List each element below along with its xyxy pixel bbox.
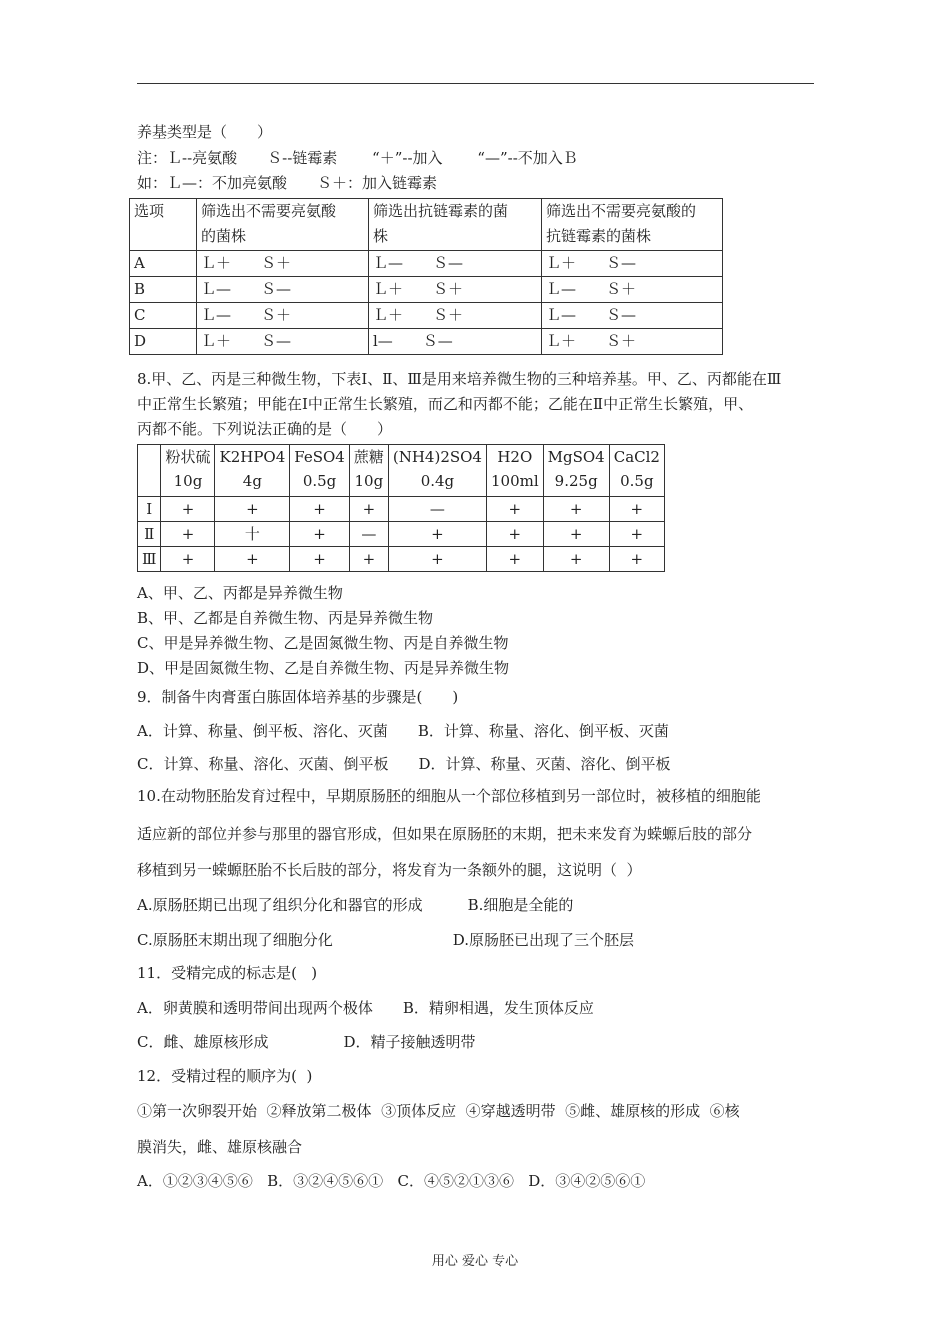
table-cell: + xyxy=(161,497,215,522)
table-header-cell: CaCl2 0.5g xyxy=(609,445,664,497)
table-row xyxy=(130,303,723,329)
table-cell: D xyxy=(130,329,197,355)
table-cell: Ⅰ xyxy=(138,497,161,522)
table-cell: + xyxy=(349,497,388,522)
table-row xyxy=(130,251,723,277)
question-10-option: C.原肠胚末期出现了细胞分化 D.原肠胚已出现了三个胚层 xyxy=(137,931,634,949)
question-8-stem: 中正常生长繁殖；甲能在Ⅰ中正常生长繁殖，而乙和丙都不能；乙能在Ⅱ中正常生长繁殖，甲、 xyxy=(137,395,754,413)
header-rule xyxy=(137,83,814,84)
question-11-option: C．雌、雄原核形成 D．精子接触透明带 xyxy=(137,1033,476,1051)
table-header-cell: 筛选出不需要亮氨酸 的菌株 xyxy=(197,199,369,251)
table-cell: + xyxy=(290,522,350,547)
table-header-cell: K2HPO4 4g xyxy=(215,445,290,497)
table-header-cell: FeSO4 0.5g xyxy=(290,445,350,497)
table-cell: + xyxy=(543,547,609,572)
table-cell: 十 xyxy=(215,522,290,547)
question-12-stem: 12．受精过程的顺序为( ) xyxy=(137,1067,313,1085)
table-cell: + xyxy=(486,522,543,547)
table-cell: + xyxy=(609,522,664,547)
question-11-option: A．卵黄膜和透明带间出现两个极体 B．精卵相遇，发生顶体反应 xyxy=(137,999,594,1017)
medium-table xyxy=(137,444,665,572)
table-header-cell: 粉状硫 10g xyxy=(161,445,215,497)
table-header-cell: (NH4)2SO4 0.4g xyxy=(388,445,486,497)
table-cell: l— Ｓ— xyxy=(369,329,542,355)
table-header-cell: 选项 xyxy=(130,199,197,251)
question-10-option: A.原肠胚期已出现了组织分化和器官的形成 B.细胞是全能的 xyxy=(137,896,574,914)
text-line: 注：Ｌ--亮氨酸 Ｓ--链霉素 “＋”--加入 “—”--不加入Ｂ xyxy=(137,149,578,167)
table-cell: Ｌ— Ｓ— xyxy=(369,251,542,277)
table-row xyxy=(138,497,665,522)
question-8-option: B、甲、乙都是自养微生物、丙是异养微生物 xyxy=(137,609,434,627)
table-cell: + xyxy=(609,547,664,572)
table-header-cell: MgSO4 9.25g xyxy=(543,445,609,497)
text-line: 如：Ｌ—：不加亮氨酸 Ｓ＋：加入链霉素 xyxy=(137,174,438,192)
table-cell: + xyxy=(486,547,543,572)
table-cell: + xyxy=(161,547,215,572)
question-8-stem: 丙都不能。下列说法正确的是（ ） xyxy=(137,420,393,438)
table-cell: + xyxy=(290,497,350,522)
question-8-stem: 8.甲、乙、丙是三种微生物，下表Ⅰ、Ⅱ、Ⅲ是用来培养微生物的三种培养基。甲、乙、丙都能在Ⅲ xyxy=(137,370,782,388)
table-cell: A xyxy=(130,251,197,277)
table-header-cell: H2O 100ml xyxy=(486,445,543,497)
table-cell: + xyxy=(543,497,609,522)
table-cell: Ｌ＋ Ｓ＋ xyxy=(542,329,723,355)
question-8-option: C、甲是异养微生物、乙是固氮微生物、丙是自养微生物 xyxy=(137,634,509,652)
question-9-option: A．计算、称量、倒平板、溶化、灭菌 B．计算、称量、溶化、倒平板、灭菌 xyxy=(137,722,669,740)
table-cell: — xyxy=(388,497,486,522)
question-9-option: C．计算、称量、溶化、灭菌、倒平板 D．计算、称量、灭菌、溶化、倒平板 xyxy=(137,755,671,773)
question-10-stem: 移植到另一蝾螈胚胎不长后肢的部分，将发育为一条额外的腿，这说明（ ） xyxy=(137,861,642,879)
table-row xyxy=(130,329,723,355)
table-header-cell: 蔗糖 10g xyxy=(349,445,388,497)
table-cell: Ｌ— Ｓ＋ xyxy=(542,277,723,303)
question-12-options: A．①②③④⑤⑥ B．③②④⑤⑥① C．④⑤②①③⑥ D．③④②⑤⑥① xyxy=(137,1172,646,1190)
question-8-option: A、甲、乙、丙都是异养微生物 xyxy=(137,584,343,602)
table-cell: Ｌ＋ Ｓ＋ xyxy=(369,277,542,303)
table-cell: + xyxy=(349,547,388,572)
table-cell: + xyxy=(388,547,486,572)
table-header-cell xyxy=(138,445,161,497)
table-cell: + xyxy=(609,497,664,522)
table-cell: Ｌ＋ Ｓ＋ xyxy=(369,303,542,329)
table-cell: + xyxy=(290,547,350,572)
table-cell: Ｌ— Ｓ— xyxy=(197,277,369,303)
options-table xyxy=(129,198,723,355)
table-cell: Ｌ— Ｓ＋ xyxy=(197,303,369,329)
table-cell: B xyxy=(130,277,197,303)
table-cell: Ｌ＋ Ｓ— xyxy=(197,329,369,355)
question-9-stem: 9．制备牛肉膏蛋白胨固体培养基的步骤是( ) xyxy=(137,688,459,706)
table-cell: Ｌ＋ Ｓ— xyxy=(542,251,723,277)
text-line: 养基类型是（ ） xyxy=(137,123,273,141)
table-cell: + xyxy=(543,522,609,547)
table-row xyxy=(130,277,723,303)
table-cell: + xyxy=(161,522,215,547)
table-cell: Ⅱ xyxy=(138,522,161,547)
table-cell: — xyxy=(349,522,388,547)
table-header-cell: 筛选出抗链霉素的菌 株 xyxy=(369,199,542,251)
question-12-body: ①第一次卵裂开始 ②释放第二极体 ③顶体反应 ④穿越透明带 ⑤雌、雄原核的形成 ⑥核 xyxy=(137,1102,740,1120)
table-row xyxy=(138,547,665,572)
table-cell: + xyxy=(215,497,290,522)
table-cell: + xyxy=(388,522,486,547)
table-cell: + xyxy=(486,497,543,522)
table-header-cell: 筛选出不需要亮氨酸的 抗链霉素的菌株 xyxy=(542,199,723,251)
question-10-stem: 10.在动物胚胎发育过程中，早期原肠胚的细胞从一个部位移植到另一部位时，被移植的细胞能 xyxy=(137,787,761,805)
table-cell: Ⅲ xyxy=(138,547,161,572)
table-cell: C xyxy=(130,303,197,329)
question-12-body: 膜消失，雌、雄原核融合 xyxy=(137,1138,303,1156)
table-cell: Ｌ— Ｓ— xyxy=(542,303,723,329)
table-row xyxy=(138,522,665,547)
page-footer: 用心 爱心 专心 xyxy=(431,1254,519,1269)
table-cell: Ｌ＋ Ｓ＋ xyxy=(197,251,369,277)
question-11-stem: 11．受精完成的标志是( ) xyxy=(137,964,318,982)
question-8-option: D、甲是固氮微生物、乙是自养微生物、丙是异养微生物 xyxy=(137,659,510,677)
table-cell: + xyxy=(215,547,290,572)
question-10-stem: 适应新的部位并参与那里的器官形成，但如果在原肠胚的末期，把未来发育为蝾螈后肢的部分 xyxy=(137,825,753,843)
